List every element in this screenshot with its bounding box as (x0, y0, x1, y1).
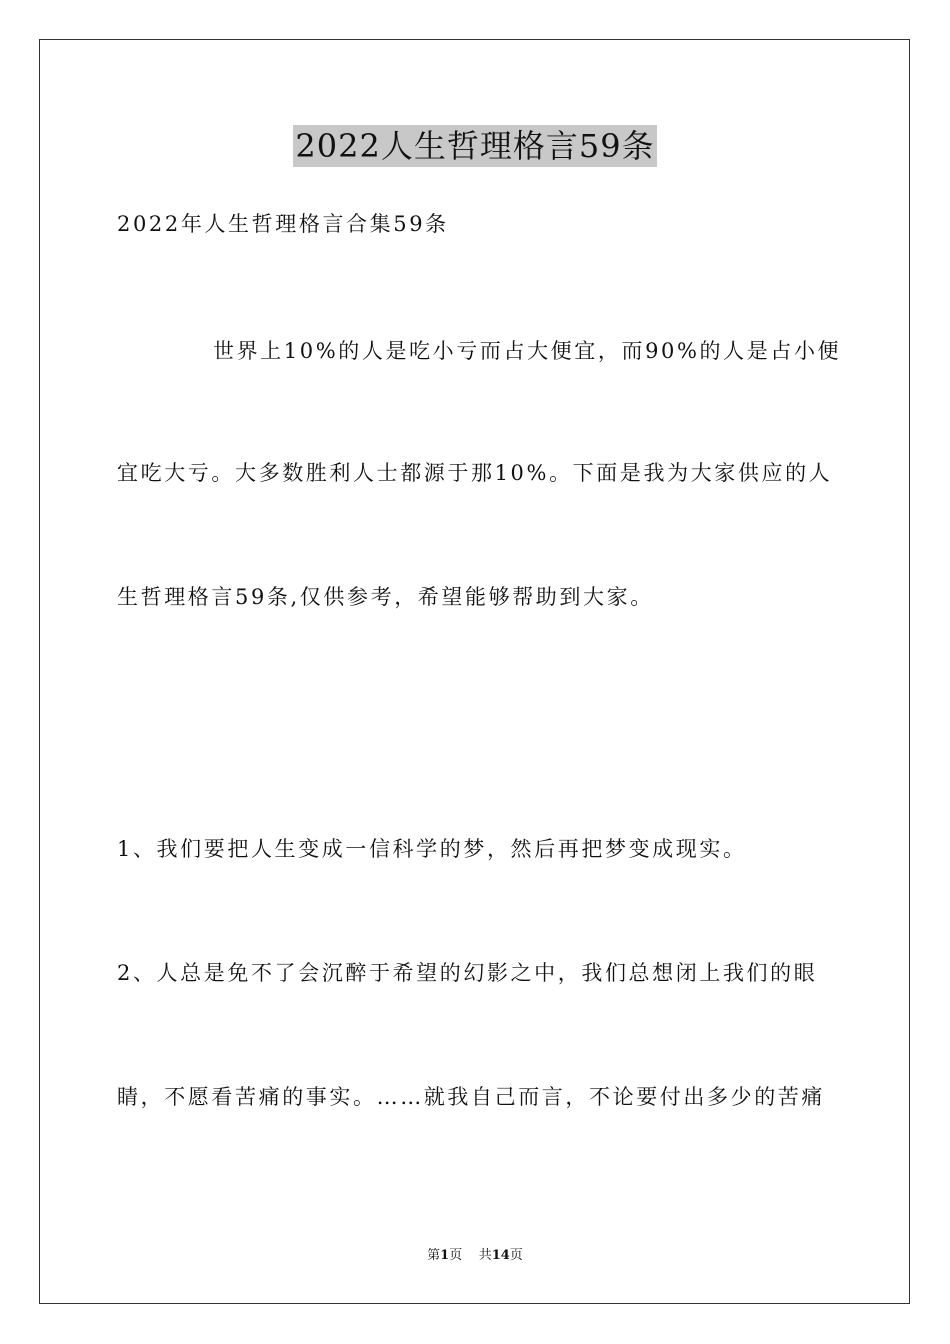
current-page-number: 1 (440, 1248, 450, 1263)
intro-line-3: 生哲理格言59条,仅供参考，希望能够帮助到大家。 (117, 585, 654, 609)
page-prefix: 第 (427, 1248, 441, 1263)
document-subtitle: 2022年人生哲理格言合集59条 (117, 212, 449, 236)
document-title: 2022人生哲理格言59条 (295, 127, 655, 165)
quote-2-line-2: 睛，不愿看苦痛的事实。……就我自己而言，不论要付出多少的苦痛 (117, 1085, 825, 1109)
quote-2-line-1: 2、人总是免不了会沉醉于希望的幻影之中，我们总想闭上我们的眼 (117, 961, 818, 985)
title-container (0, 125, 950, 167)
total-pages-number: 14 (491, 1248, 510, 1263)
page-footer (0, 1248, 950, 1264)
intro-line-2: 宜吃大亏。大多数胜利人士都源于那10%。下面是我为大家供应的人 (117, 461, 833, 485)
total-suffix: 页 (509, 1248, 523, 1263)
intro-line-1: 世界上10%的人是吃小亏而占大便宜，而90%的人是占小便 (213, 339, 842, 363)
total-prefix: 共 (478, 1248, 492, 1263)
quote-1: 1、我们要把人生变成一信科学的梦，然后再把梦变成现实。 (117, 837, 747, 861)
page-suffix: 页 (449, 1248, 463, 1263)
